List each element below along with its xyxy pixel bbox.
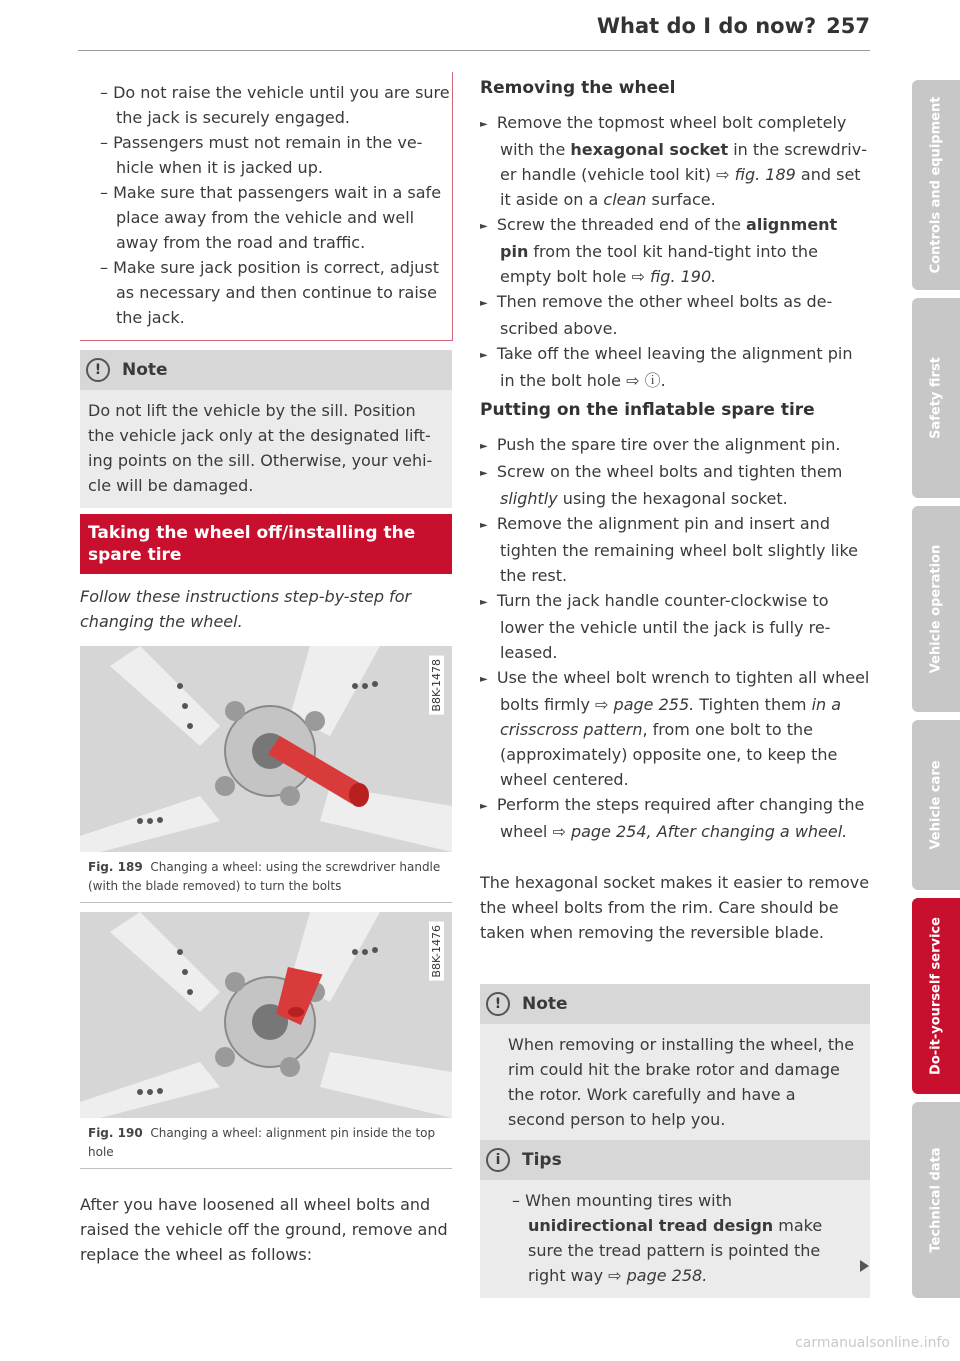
continue-arrow-icon xyxy=(860,1260,869,1272)
fig-189-link[interactable]: ⇨ fig. 189 xyxy=(716,165,796,184)
figure-code: B8K-1476 xyxy=(429,922,444,981)
sidebar-tab-label: Controls and equipment xyxy=(928,96,944,274)
figure-189 xyxy=(80,646,452,903)
after-text: After you have loosened all wheel bolts and raised the vehicle off the ground, remove and replace the wheel as follows: xyxy=(80,1195,448,1264)
hex-paragraph xyxy=(480,870,870,945)
info-circle-icon: i xyxy=(486,1148,510,1172)
page-258-link[interactable]: ⇨ page 258. xyxy=(608,1266,708,1285)
step-item: ► Push the spare tire over the alignment pin. xyxy=(480,432,870,459)
header-rule xyxy=(78,50,870,51)
note-box xyxy=(80,350,452,508)
step-item: ► Screw on the wheel bolts and tighten them slightly using the hexagonal socket. xyxy=(480,459,870,511)
warning-item: – Do not raise the vehicle until you are sure the jack is securely engaged. xyxy=(80,80,452,130)
tip-item: – When mounting tires with unidirectional tread design make sure the tread pattern is pointed the right way ⇨ page 258. xyxy=(492,1188,856,1288)
step-item: ► Use the wheel bolt wrench to tighten all wheel bolts firmly ⇨ page 255. Tighten them in a crisscross pattern, from one bolt to the (approximately) opposite one, to keep the wheel centered. xyxy=(480,665,870,792)
putting-steps xyxy=(480,432,870,844)
wheel-illustration xyxy=(80,646,452,852)
section-block xyxy=(80,514,452,634)
figure-caption xyxy=(80,852,452,903)
fig-190-link[interactable]: ⇨ fig. 190. xyxy=(631,267,717,286)
step-item: ► Perform the steps required after changing the wheel ⇨ page 254, After changing a wheel. xyxy=(480,792,870,844)
sidebar-tab-safety[interactable] xyxy=(912,298,960,498)
sidebar-tab-label: Safety first xyxy=(928,357,944,439)
warning-item: – Make sure jack position is correct, adjust as necessary and then continue to raise the jack. xyxy=(80,255,452,330)
hex-text: The hexagonal socket makes it easier to remove the wheel bolts from the rim. Care should be taken when removing the reversible blade. xyxy=(480,873,870,942)
note-title: Note xyxy=(122,360,168,380)
step-item: ► Then remove the other wheel bolts as described above. xyxy=(480,289,870,341)
figure-caption-text: Changing a wheel: using the screwdriver handle (with the blade removed) to turn the bolts xyxy=(88,860,441,893)
figure-label: Fig. 189 xyxy=(88,860,143,874)
sidebar-tab-label: Vehicle care xyxy=(928,760,944,850)
exclamation-circle-icon: ! xyxy=(486,992,510,1016)
sidebar-tab-technical-data[interactable] xyxy=(912,1102,960,1298)
page-number: 257 xyxy=(826,14,870,38)
sidebar-tab-vehicle-care[interactable] xyxy=(912,720,960,890)
sidebar-tab-do-it-yourself[interactable] xyxy=(912,898,960,1094)
note-header xyxy=(80,350,452,390)
page-254-link[interactable]: ⇨ page 254, After changing a wheel. xyxy=(552,822,848,841)
putting-section xyxy=(480,398,870,844)
tips-list xyxy=(492,1188,856,1288)
page-255-link[interactable]: ⇨ page 255. xyxy=(595,695,695,714)
figure-189-image xyxy=(80,646,452,852)
putting-heading: Putting on the inflatable spare tire xyxy=(480,400,815,420)
removing-heading: Removing the wheel xyxy=(480,78,676,98)
sidebar-tab-controls[interactable] xyxy=(912,80,960,290)
warning-list-block xyxy=(80,80,452,330)
sidebar-tab-label: Technical data xyxy=(928,1147,944,1253)
after-paragraph xyxy=(80,1192,452,1267)
tips-title: Tips xyxy=(522,1150,562,1170)
figure-code: B8K-1478 xyxy=(429,656,444,715)
section-title: What do I do now? xyxy=(596,14,817,38)
note-header xyxy=(480,984,870,1024)
note-text: When removing or installing the wheel, the rim could hit the brake rotor and damage the rotor. Work carefully and have a second person to help you. xyxy=(508,1035,855,1129)
removing-steps xyxy=(480,110,870,393)
running-header xyxy=(597,14,870,38)
sidebar-tab-vehicle-operation[interactable] xyxy=(912,506,960,712)
removing-section xyxy=(480,76,870,393)
warning-list xyxy=(80,80,452,330)
note-link[interactable]: ⇨ ⓘ. xyxy=(626,371,666,390)
step-item: ► Turn the jack handle counter-clockwise to lower the vehicle until the jack is fully released. xyxy=(480,588,870,665)
figure-190-image xyxy=(80,912,452,1118)
note-body xyxy=(480,1024,870,1142)
exclamation-circle-icon: ! xyxy=(86,358,110,382)
warning-item: – Passengers must not remain in the vehicle when it is jacked up. xyxy=(80,130,452,180)
figure-caption-text: Changing a wheel: alignment pin inside the top hole xyxy=(88,1126,436,1159)
watermark: carmanualsonline.info xyxy=(795,1335,950,1351)
step-item: ► Remove the alignment pin and insert and tighten the remaining wheel bolt slightly like the rest. xyxy=(480,511,870,588)
tips-header xyxy=(480,1140,870,1180)
warning-item: – Make sure that passengers wait in a safe place away from the vehicle and well away from the road and traffic. xyxy=(80,180,452,255)
figure-190 xyxy=(80,912,452,1169)
wheel-illustration xyxy=(80,912,452,1118)
step-item: ► Take off the wheel leaving the alignment pin in the bolt hole ⇨ ⓘ. xyxy=(480,341,870,393)
section-heading: Taking the wheel off/installing the spare tire xyxy=(80,514,452,574)
note-title: Note xyxy=(522,994,568,1014)
figure-label: Fig. 190 xyxy=(88,1126,143,1140)
sidebar-tab-label: Vehicle operation xyxy=(928,544,944,674)
section-intro: Follow these instructions step-by-step for changing the wheel. xyxy=(80,587,412,631)
step-item: ► Remove the topmost wheel bolt completely with the hexagonal socket in the screwdriver handle (vehicle tool kit) ⇨ fig. 189 and set it aside on a clean surface. xyxy=(480,110,870,212)
figure-caption xyxy=(80,1118,452,1169)
note-body xyxy=(80,390,452,508)
step-item: ► Screw the threaded end of the alignment pin from the tool kit hand-tight into the empty bolt hole ⇨ fig. 190. xyxy=(480,212,870,289)
sidebar-tab-label: Do-it-yourself service xyxy=(928,917,944,1075)
note-text: Do not lift the vehicle by the sill. Position the vehicle jack only at the designated lifting points on the sill. Otherwise, your vehicle will be damaged. xyxy=(88,401,433,495)
tips-body xyxy=(480,1180,870,1298)
note-box-2 xyxy=(480,984,870,1142)
tips-box xyxy=(480,1140,870,1298)
